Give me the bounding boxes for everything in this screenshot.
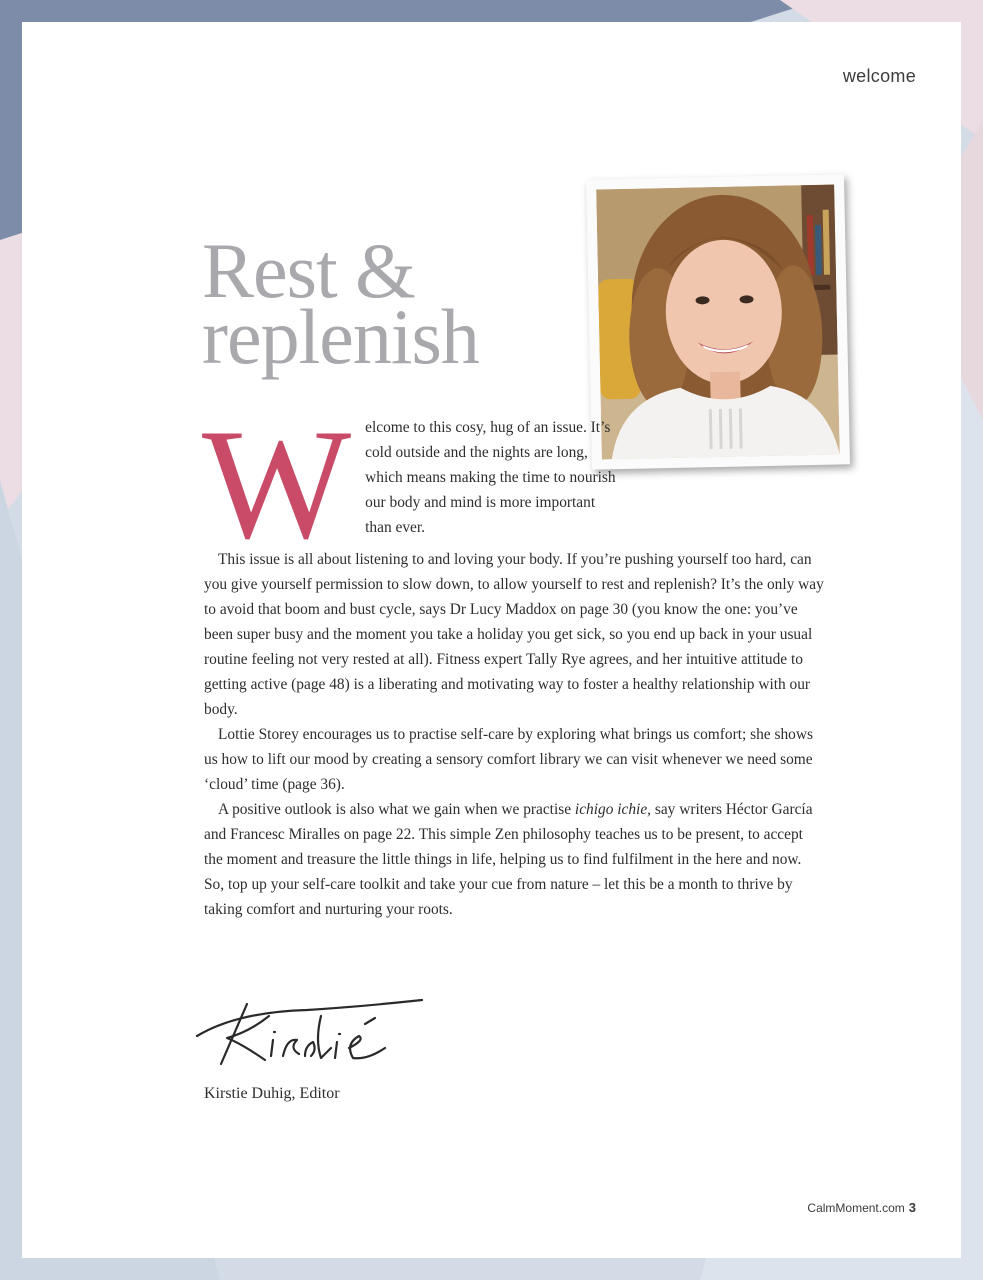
paragraph-3: Lottie Storey encourages us to practise self-care by exploring what brings us comfort; she shows us how to lift our mood by creating a sensory comfort library we can visit whenever we need some ‘cloud’ time (page 36). xyxy=(204,726,813,793)
page-number: 3 xyxy=(908,1200,916,1215)
paragraph-4-part-1: A positive outlook is also what we gain when we practise xyxy=(218,801,575,818)
editor-signature xyxy=(187,982,427,1072)
editorial-body xyxy=(202,397,824,922)
paragraph-4-part-2: say writers Héctor García and Francesc Miralles on page 22. This simple Zen philosophy teaches us to be present, to accept the moment and treasure the little things in life, helping us to find fulfilment in the here and now. So, top up your self-care toolkit and take your cue from nature – let this be a month to thrive by taking comfort and nurturing your roots. xyxy=(204,801,813,918)
headline-line-2: replenish xyxy=(202,293,479,380)
footer-site: CalmMoment.com xyxy=(807,1201,905,1215)
section-label: welcome xyxy=(842,66,916,86)
paragraph-4-emphasis: ichigo ichie, xyxy=(574,801,651,818)
drop-cap: W xyxy=(202,397,352,572)
page-footer xyxy=(807,1200,916,1215)
paragraph-4 xyxy=(204,797,824,922)
intro-paragraph: elcome to this cosy, hug of an issue. It’s cold outside and the nights are long, which means making the time to nourish our body and mind is more important than ever. xyxy=(365,419,616,536)
headline-line-1: Rest & xyxy=(202,227,415,314)
page xyxy=(22,22,961,1258)
headline xyxy=(202,227,479,380)
paragraph-2: This issue is all about listening to and loving your body. If you’re pushing yourself too hard, can you give yourself permission to slow down, to allow yourself to rest and replenish? It’s the only way to avoid that boom and bust cycle, says Dr Lucy Maddox on page 30 (you know the one: you’ve been super busy and the moment you take a holiday you get sick, so you end up back in your usual routine feeling not very rested at all). Fitness expert Tally Rye agrees, and her intuitive attitude to getting active (page 48) is a liberating and motivating way to foster a healthy relationship with our body. xyxy=(204,551,824,718)
editor-credit: Kirstie Duhig, Editor xyxy=(204,1085,340,1102)
